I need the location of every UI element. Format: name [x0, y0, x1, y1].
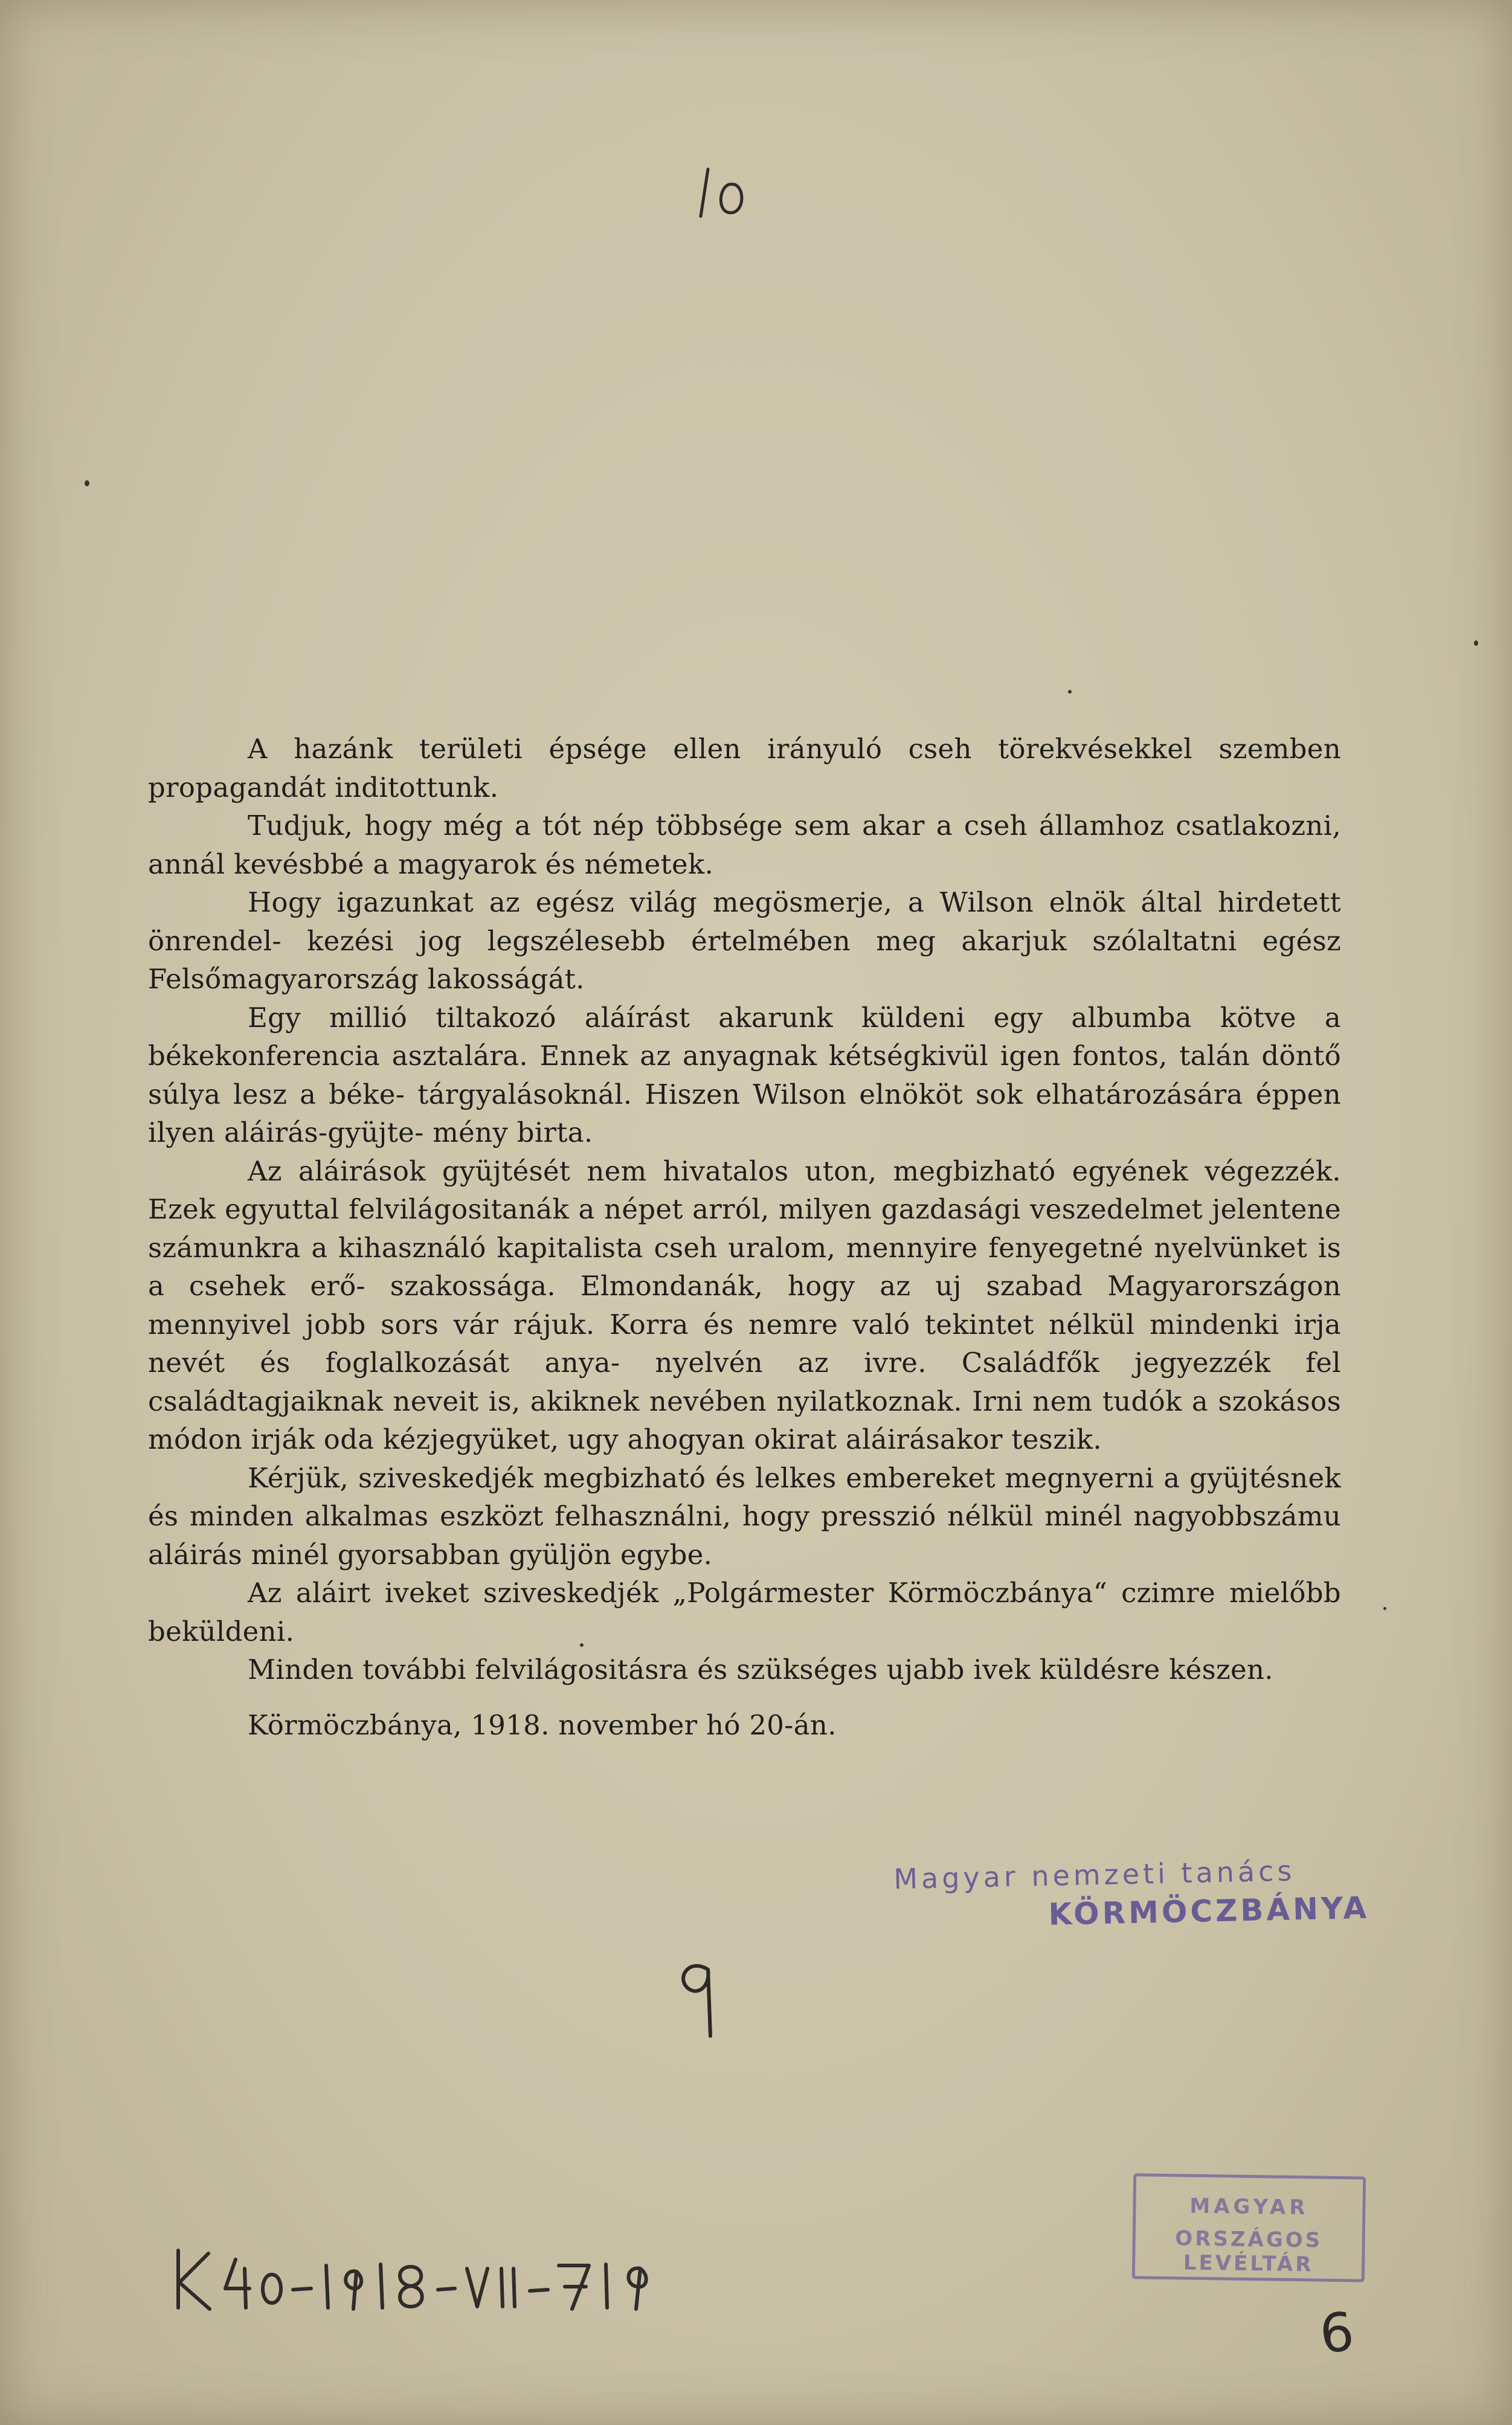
letter-body: [148, 730, 1341, 1744]
body-line: nyilatkoznak. Irni nem tudók a szokásos módon irják oda kézjegyüket, ugy ahogyan: [148, 1385, 1341, 1455]
council-stamp-line1: Magyar nemzeti tanács: [893, 1854, 1296, 1896]
body-paragraph: [148, 1152, 1341, 1459]
body-line: szakossága. Elmondanák, hogy az uj szabad Magyarországon mennyivel jobb sors vár: [148, 1270, 1341, 1341]
body-line: Minden további felvilágositásra és szükséges ujabb ivek küldésre készen.: [248, 1654, 1273, 1686]
archive-stamp-line2: ORSZÁGOS LEVÉLTÁR: [1175, 2226, 1323, 2277]
body-line: Az aláirt iveket sziveskedjék „Polgármester Körmöczbánya“ czimre mielőbb: [248, 1577, 1341, 1609]
body-line: Tudjuk, hogy még a tót nép többsége sem akar a cseh államhoz csatlakozni,: [248, 810, 1341, 842]
body-paragraph: [148, 883, 1341, 999]
body-paragraph: [148, 999, 1341, 1152]
page-number: 6: [1316, 2300, 1357, 2366]
archive-stamp-line1: MAGYAR: [1189, 2194, 1309, 2220]
body-line: nyelvén az ivre. Családfők jegyezzék fel családtagjaiknak neveit is, akiknek nevében: [148, 1347, 1341, 1417]
body-line: annál kevésbbé a magyarok és németek.: [148, 848, 714, 880]
body-paragraph: [148, 730, 1341, 807]
body-line: a kihasználó kapitalista cseh uralom, mennyire fenyegetné nyelvünket is a csehek erő-: [148, 1231, 1342, 1302]
body-line: minden alkalmas eszközt felhasználni, hogy presszió nélkül minél nagyobbszámu aláirás: [148, 1500, 1342, 1571]
body-line: rájuk. Korra és nemre való tekintet nélkül mindenki irja nevét és foglalkozását anya-: [148, 1308, 1341, 1379]
body-line: Hogy igazunkat az egész világ megösmerje, a Wilson elnök által hirdetett önrendel-: [148, 886, 1341, 957]
body-line: Kérjük, sziveskedjék megbizható és lelkes embereket megnyerni a gyüjtésnek és: [148, 1461, 1341, 1532]
body-line: egyuttal felvilágositanák a népet arról, milyen gazdasági veszedelmet jelentene számunkra: [148, 1193, 1341, 1264]
body-line: lakosságát.: [427, 963, 585, 995]
body-line: minél gyorsabban gyüljön egybe.: [251, 1538, 713, 1571]
handwritten-number-9: [671, 1951, 725, 2042]
paper-speck: [85, 480, 89, 486]
body-line: asztalára. Ennek az anyagnak kétségkivül igen fontos, talán döntő súlya lesz a béke-: [148, 1040, 1341, 1110]
paper-speck: [1474, 640, 1478, 646]
body-line: mény birta.: [433, 1116, 593, 1148]
body-paragraph: [148, 1459, 1341, 1574]
archive-reference-handwritten: [172, 2235, 674, 2320]
closing-date-line: Körmöczbánya, 1918. november hó 20-án.: [248, 1708, 837, 1741]
body-line: Egy millió tiltakozó aláírást akarunk küldeni egy albumba kötve a békekonferencia: [148, 1001, 1341, 1072]
council-stamp-line2: KÖRMÖCZBÁNYA: [1048, 1890, 1370, 1933]
body-line: tárgyalásoknál. Hiszen Wilson elnököt sok elhatározására éppen ilyen aláirás-gyüjte-: [148, 1078, 1341, 1148]
body-line: inditottunk.: [335, 771, 499, 804]
paper-speck: [1068, 690, 1072, 694]
body-line: okirat aláirásakor teszik.: [754, 1423, 1102, 1455]
body-paragraph: [148, 1650, 1341, 1689]
body-line: beküldeni.: [148, 1615, 295, 1647]
body-line: Az aláirások gyüjtését nem hivatalos uton, megbizható egyének végezzék. Ezek: [148, 1155, 1341, 1225]
body-line: kezési jog legszélesebb értelmében meg akarjuk szólaltatni egész Felsőmagyarország: [148, 924, 1341, 995]
paper-speck: [580, 1643, 584, 1647]
council-stamp: [893, 1853, 1378, 1936]
body-paragraph: [148, 1574, 1341, 1650]
body-line: A hazánk területi épsége ellen irányuló cseh törekvésekkel szemben propagandát: [148, 733, 1341, 804]
body-paragraph: [148, 807, 1341, 883]
paper-speck: [1383, 1607, 1386, 1610]
archive-stamp: [1132, 2173, 1366, 2282]
folio-number-handwritten: [695, 157, 767, 224]
